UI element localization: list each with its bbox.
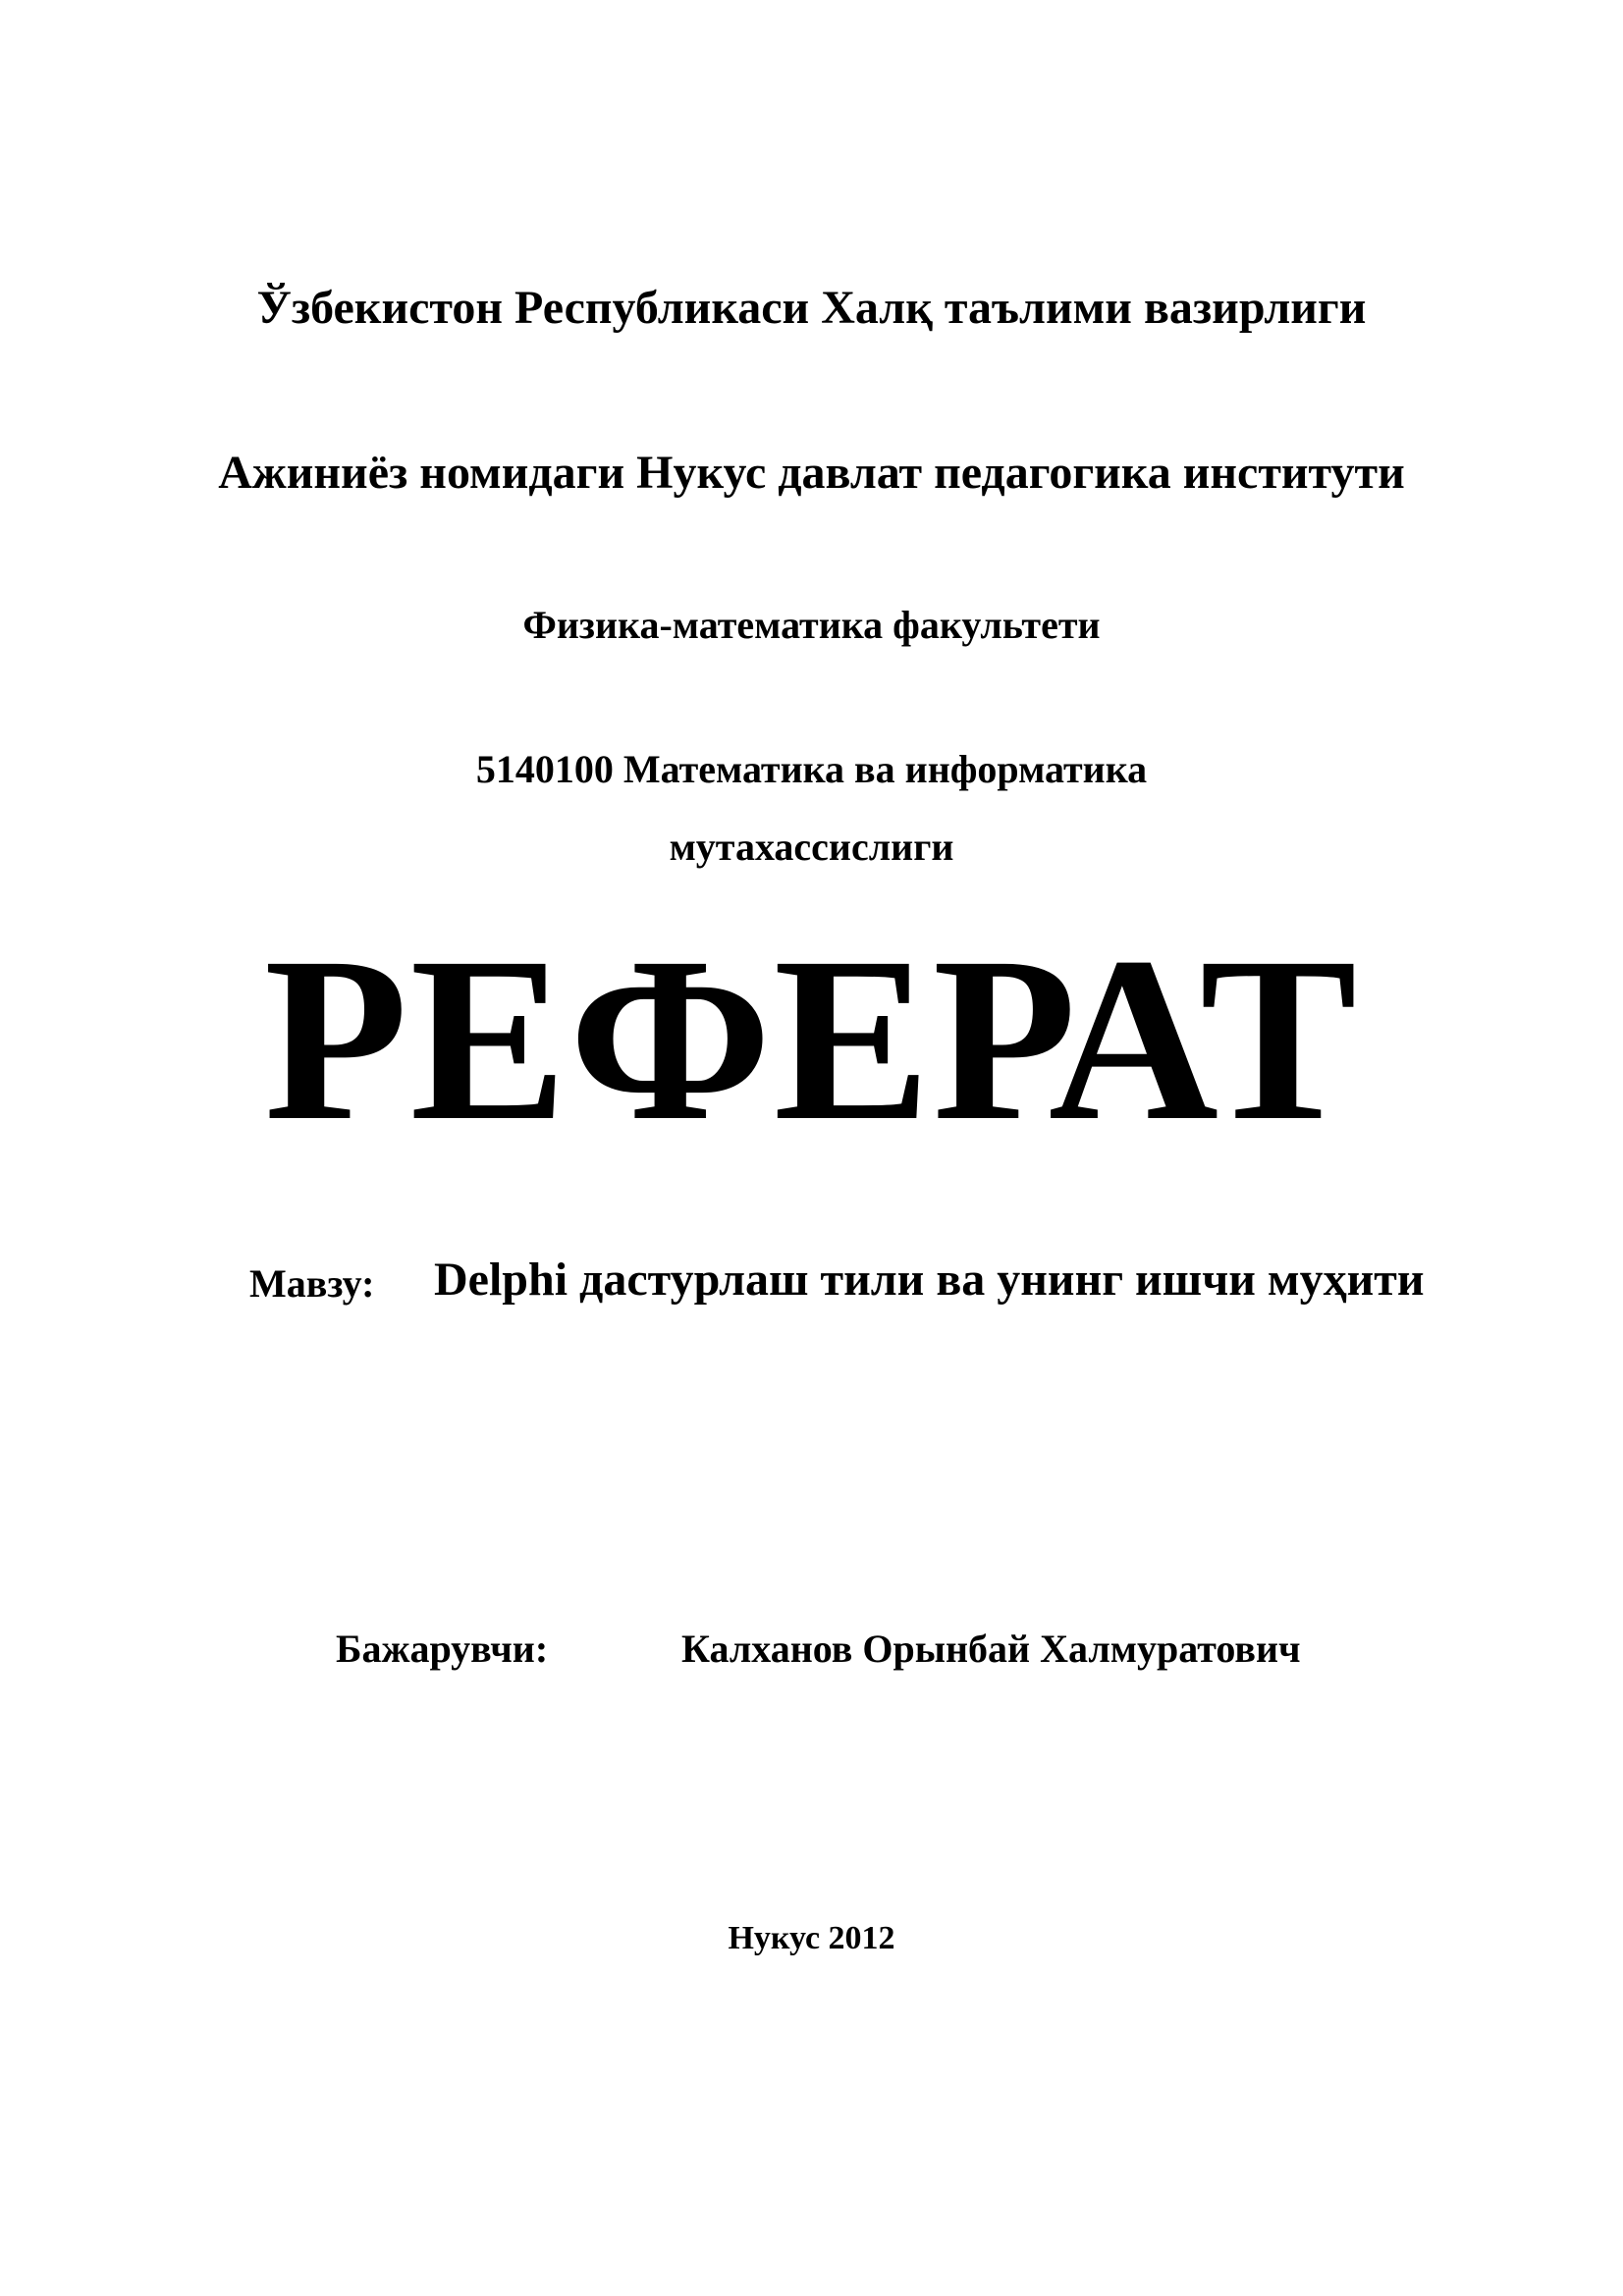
author-label: Бажарувчи: xyxy=(336,1627,549,1671)
author-name: Калханов Орынбай Халмуратович xyxy=(681,1627,1301,1671)
faculty-heading: Физика-математика факультети xyxy=(522,603,1101,647)
topic-row xyxy=(0,1256,1623,1315)
topic-label: Мавзу: xyxy=(249,1261,375,1306)
specialty-line-2: мутахассислиги xyxy=(669,825,954,869)
topic-value: Delphi дастурлаш тили ва унинг ишчи муҳити xyxy=(434,1254,1425,1306)
document-type-title: РЕФЕРАТ xyxy=(263,908,1360,1169)
place-year: Нукус 2012 xyxy=(728,1920,895,1956)
author-row xyxy=(0,1629,1623,1679)
specialty-line-1: 5140100 Математика ва информатика xyxy=(475,747,1148,791)
institute-heading: Ажиниёз номидаги Нукус давлат педагогика институти xyxy=(218,447,1405,499)
ministry-heading: Ўзбекистон Республикаси Халқ таълими вазирлиги xyxy=(256,282,1367,334)
